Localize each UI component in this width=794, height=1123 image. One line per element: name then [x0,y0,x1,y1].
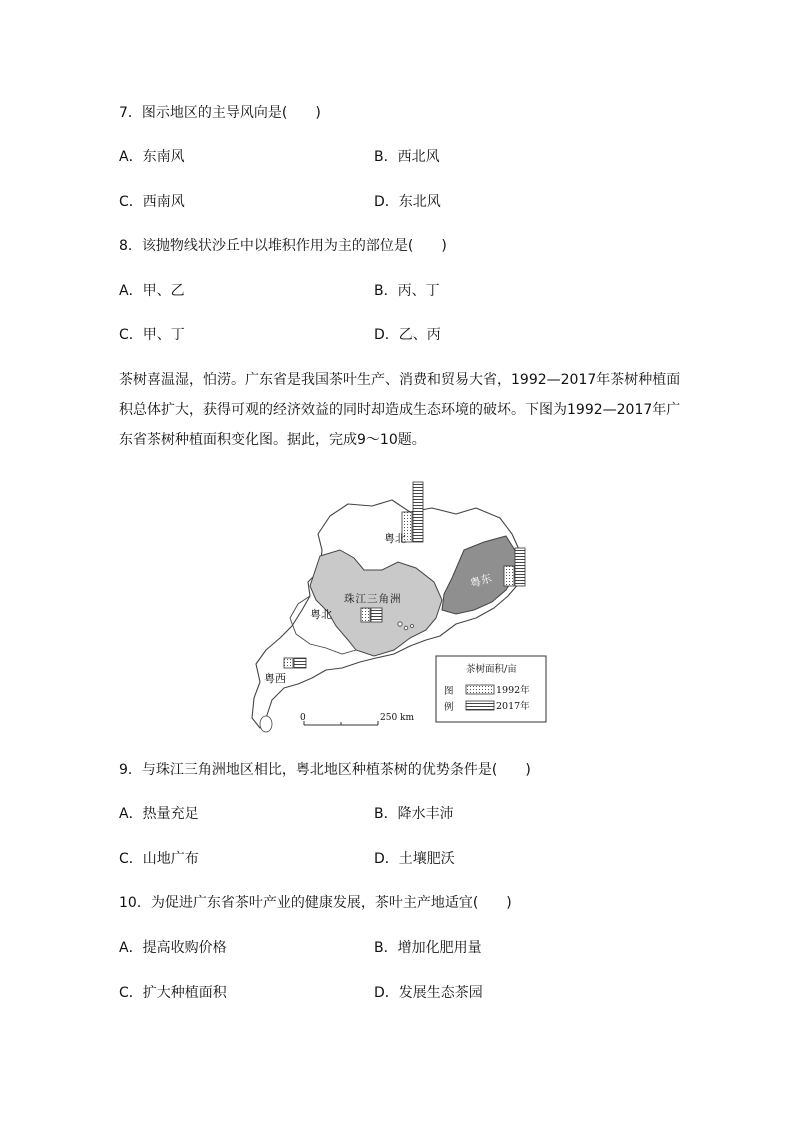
legend-swatch-2017 [466,701,494,710]
island [260,716,272,732]
q10-option-b[interactable]: B．增加化肥用量 [374,940,482,956]
yuexi-bar-2017 [294,658,306,668]
intro-line-2: 积总体扩大，获得可观的经济效益的同时却造成生态环境的破坏。下图为1992—2017年广 [119,402,681,418]
intro-line-1: 茶树喜温湿，怕涝。广东省是我国茶叶生产、消费和贸易大省，1992—2017年茶树种植面 [119,372,681,388]
legend-item-1992: 1992年 [496,685,530,696]
yuebei-north-bar-2017 [413,482,423,542]
delta-bar-2017 [371,608,382,622]
q7-stem: 7．图示地区的主导风向是( ) [119,105,321,121]
q9-option-d[interactable]: D．土壤肥沃 [374,851,455,867]
q9-stem: 9．与珠江三角洲地区相比，粤北地区种植茶树的优势条件是( ) [119,762,531,778]
legend-title: 茶树面积/亩 [466,664,517,675]
q9-option-c[interactable]: C．山地广布 [119,851,199,867]
q9-option-b[interactable]: B．降水丰沛 [374,806,454,822]
label-yuedong: 粤东 [468,571,494,591]
q10-option-c[interactable]: C．扩大种植面积 [119,985,227,1001]
yuexi-bar-1992 [284,658,293,668]
q9-option-a[interactable]: A．热量充足 [119,806,199,822]
yuedong-bar-2017 [515,548,525,586]
legend-side-label-2: 例 [444,702,454,713]
island [411,625,414,628]
legend-side-label-1: 图 [444,686,454,697]
legend-swatch-1992 [466,685,494,694]
q7-option-c[interactable]: C．西南风 [119,194,185,210]
label-yuexi: 粤西 [264,672,286,685]
island [404,626,408,630]
label-yuebei-north: 粤北 [384,532,406,545]
delta-bar-1992 [361,608,370,622]
q7-option-b[interactable]: B．西北风 [374,149,440,165]
q10-option-d[interactable]: D．发展生态茶园 [374,985,483,1001]
scale-distance: 250 km [380,713,415,723]
q8-option-d[interactable]: D．乙、丙 [374,327,441,343]
intro-line-3: 东省茶树种植面积变化图。据此，完成9～10题。 [119,432,426,448]
yuedong-bar-1992 [504,566,514,586]
label-pearl-delta: 珠江三角洲 [344,593,402,605]
q7-option-d[interactable]: D．东北风 [374,194,441,210]
guangdong-tea-map [250,478,550,736]
legend-item-2017: 2017年 [496,701,530,712]
q8-option-a[interactable]: A．甲、乙 [119,283,185,299]
q10-stem: 10．为促进广东省茶叶产业的健康发展，茶叶主产地适宜( ) [119,895,512,911]
q10-option-a[interactable]: A．提高收购价格 [119,940,227,956]
scale-zero: 0 [300,713,306,723]
legend [436,656,546,722]
q8-option-c[interactable]: C．甲、丁 [119,327,185,343]
label-yuebei-west: 粤北 [310,608,332,621]
q7-option-a[interactable]: A．东南风 [119,149,185,165]
island [398,622,402,626]
q8-stem: 8．该抛物线状沙丘中以堆积作用为主的部位是( ) [119,238,447,254]
scale-bar [300,713,414,725]
q8-option-b[interactable]: B．丙、丁 [374,283,440,299]
